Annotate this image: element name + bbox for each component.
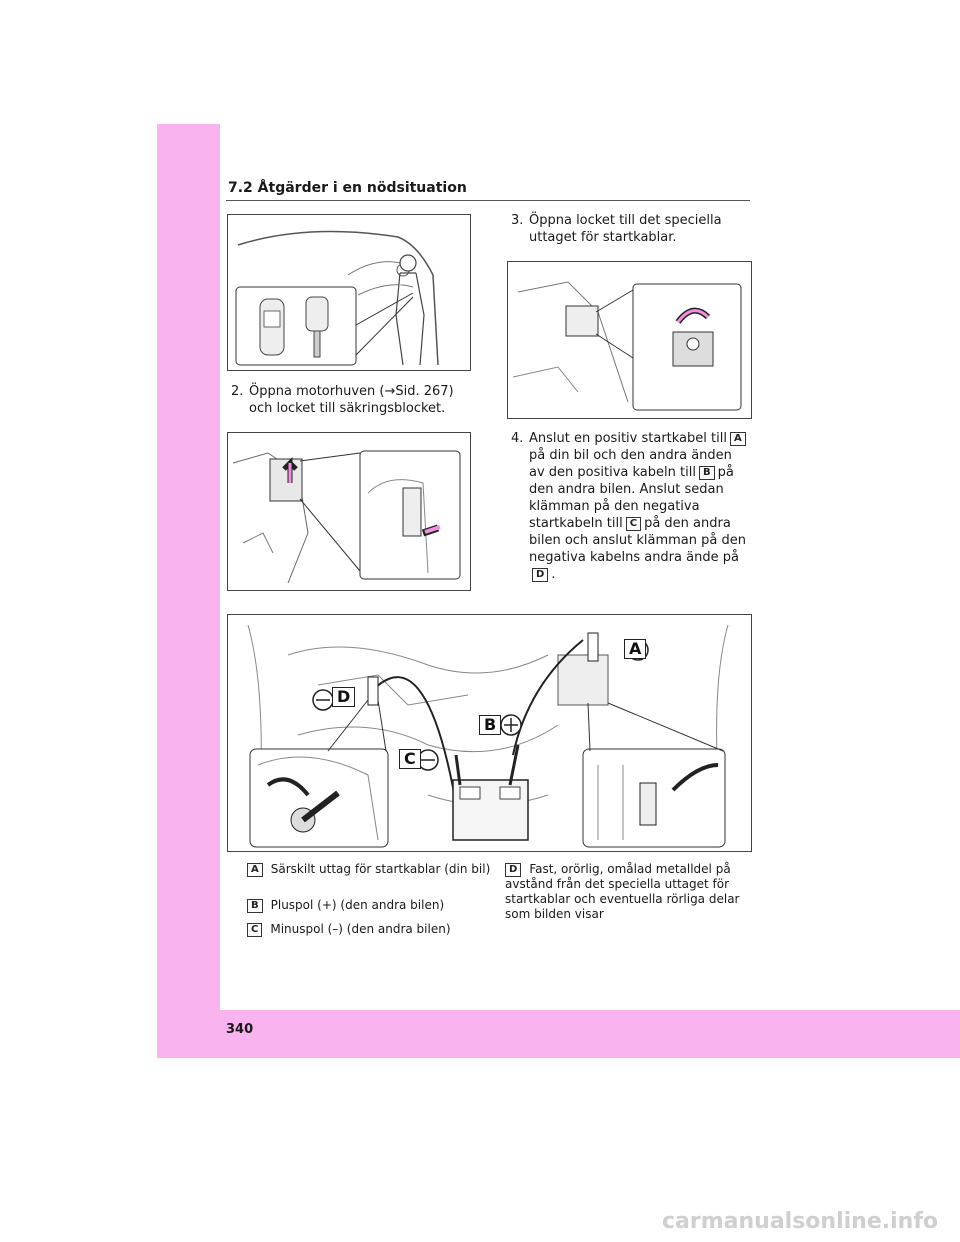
label-b-inline: B [699,466,715,480]
legend-label-a: A [247,863,263,877]
step-3: 3. Öppna locket till det speciella uttaget för startkablar. [511,213,722,245]
chapter-side-tab [157,124,220,1058]
label-c-inline: C [626,517,641,531]
legend-label-b: B [247,899,263,913]
step-4: 4. Anslut en positiv startkabel till Apå din bil och den andra änden av den positiva kabeln till B på den andra bilen. Anslut sedan klämman på den negativa startkabeln till C på den andra bilen och anslut klämman på den negativa kabelns andra ände påD . [511,431,746,582]
section-header [226,178,750,201]
figure-jump-start-connections [227,614,752,852]
legend-a: A Särskilt uttag för startkablar (din bil) [247,862,497,877]
footer-band [157,1010,960,1058]
legend-label-d: D [505,863,521,877]
legend-b: B Pluspol (+) (den andra bilen) [247,898,497,913]
step-2: 2. Öppna motorhuven (→Sid. 267) och locket till säkringsblocket. [231,384,454,416]
tag-b: B [479,715,501,735]
tag-c: C [399,749,421,769]
figure-fuse-block-lid [227,432,471,591]
tag-d: D [332,687,355,707]
label-a-inline: A [730,432,746,446]
section-title: 7.2 Åtgärder i en nödsituation [228,180,467,196]
tag-a: A [624,639,646,659]
label-d-inline: D [532,568,548,582]
page-number: 340 [226,1022,254,1037]
legend-label-c: C [247,923,262,937]
legend-c: C Minuspol (–) (den andra bilen) [247,922,497,937]
figure-driver-with-key [227,214,471,371]
watermark: carmanualsonline.info [662,1209,938,1234]
figure-terminal-cover [507,261,752,419]
legend-d: D Fast, orörlig, omålad metalldel på avstånd från det speciella uttaget för startkablar och eventuella rörliga delar som bilden visar [505,862,740,921]
